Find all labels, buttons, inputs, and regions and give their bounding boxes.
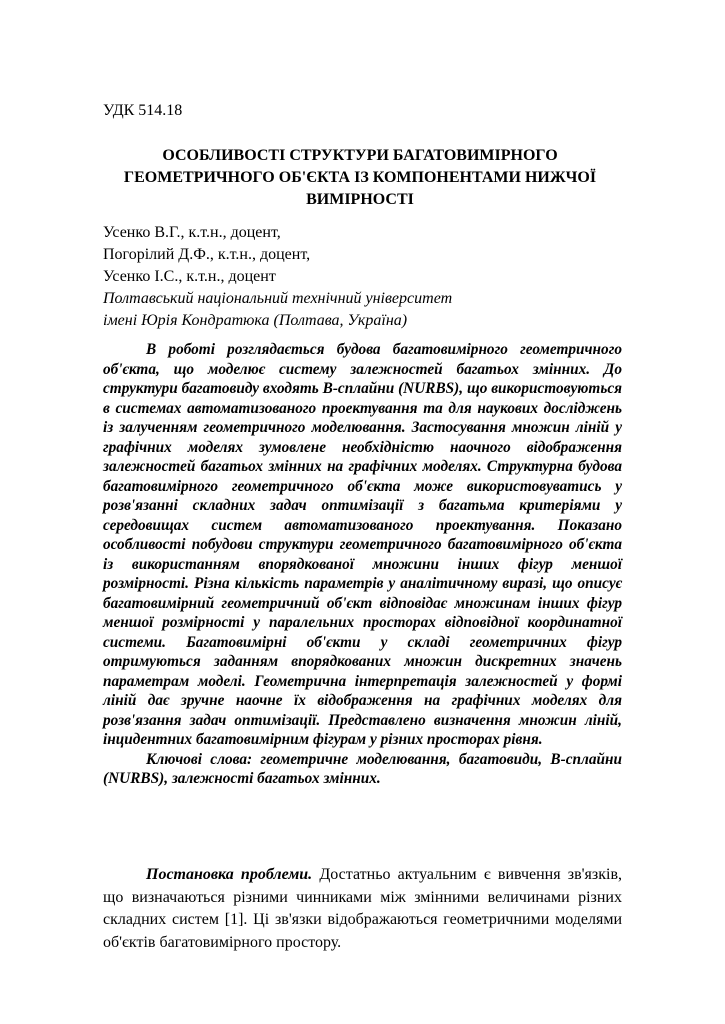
keywords: Ключові слова: геометричне моделювання, багатовиди, В-сплайни (NURBS), залежності багатьох змінних.	[103, 750, 622, 787]
author-line: Усенко В.Г., к.т.н., доцент,	[103, 224, 281, 241]
abstract-text: В роботі розглядається будова багатовимірного геометричного об'єкта, що моделює систему залежностей багатьох змінних. До структури багатовиду входять В-сплайни (NURBS), що використовуються в системах автоматизованого проектування та для наукових досліджень із залученням геометричного моделювання. Застосування множин ліній у графічних моделях зумовлене необхідністю наочного відображення залежностей багатьох змінних на графічних моделях. Структурна будова багатовимірного геометричного об'єкта може використовуватись у розв'язанні складних задач оптимізації з багатьма критеріями у середовищах систем автоматизованого проектування. Показано особливості побудови структури геометричного багатовимірного об'єкта із використанням впорядкованої множини інших фігур меншої розмірності. Різна кількість параметрів у аналітичному виразі, що описує багатовимірний геометричний об'єкт відповідає множинам інших фігур меншої розмірності у паралельних просторах відповідної координатної системи. Багатовимірні об'єкти у складі геометричних фігур отримуються заданням впорядкованих множин дискретних значень параметрам моделі. Геометрична інтерпретація залежностей у формі ліній дає зручне наочне їх відображення на графічних моделях для розв'язання задач оптимізації. Представлено визначення множин ліній, інцидентних багатовимірним фігурам у різних просторах рівня.	[103, 341, 622, 748]
problem-paragraph	[103, 864, 622, 954]
section-lead: Постановка проблеми.	[146, 866, 313, 883]
title-line: ВИМІРНОСТІ	[306, 191, 414, 208]
author-block	[103, 222, 623, 332]
abstract	[103, 340, 622, 789]
title-line: ОСОБЛИВОСТІ СТРУКТУРИ БАГАТОВИМІРНОГО	[162, 147, 558, 164]
udc-code: УДК 514.18	[103, 102, 183, 119]
title-line: ГЕОМЕТРИЧНОГО ОБ'ЄКТА ІЗ КОМПОНЕНТАМИ НИЖЧОЇ	[123, 169, 597, 186]
section-text: Достатньо актуальним є вивчення зв'язків, що визначаються різними чинниками між змінними величинами різних складних систем [1]. Ці зв'язки відображаються геометричними моделями об'єктів багатовимірного простору.	[103, 866, 622, 951]
affiliation-line: Полтавський національний технічний університет	[103, 290, 453, 307]
paper-title	[100, 145, 620, 211]
body-section	[103, 864, 622, 954]
author-line: Усенко І.С., к.т.н., доцент	[103, 268, 276, 285]
affiliation-line: імені Юрія Кондратюка (Полтава, Україна)	[103, 312, 408, 329]
author-line: Погорілий Д.Ф., к.т.н., доцент,	[103, 246, 311, 263]
